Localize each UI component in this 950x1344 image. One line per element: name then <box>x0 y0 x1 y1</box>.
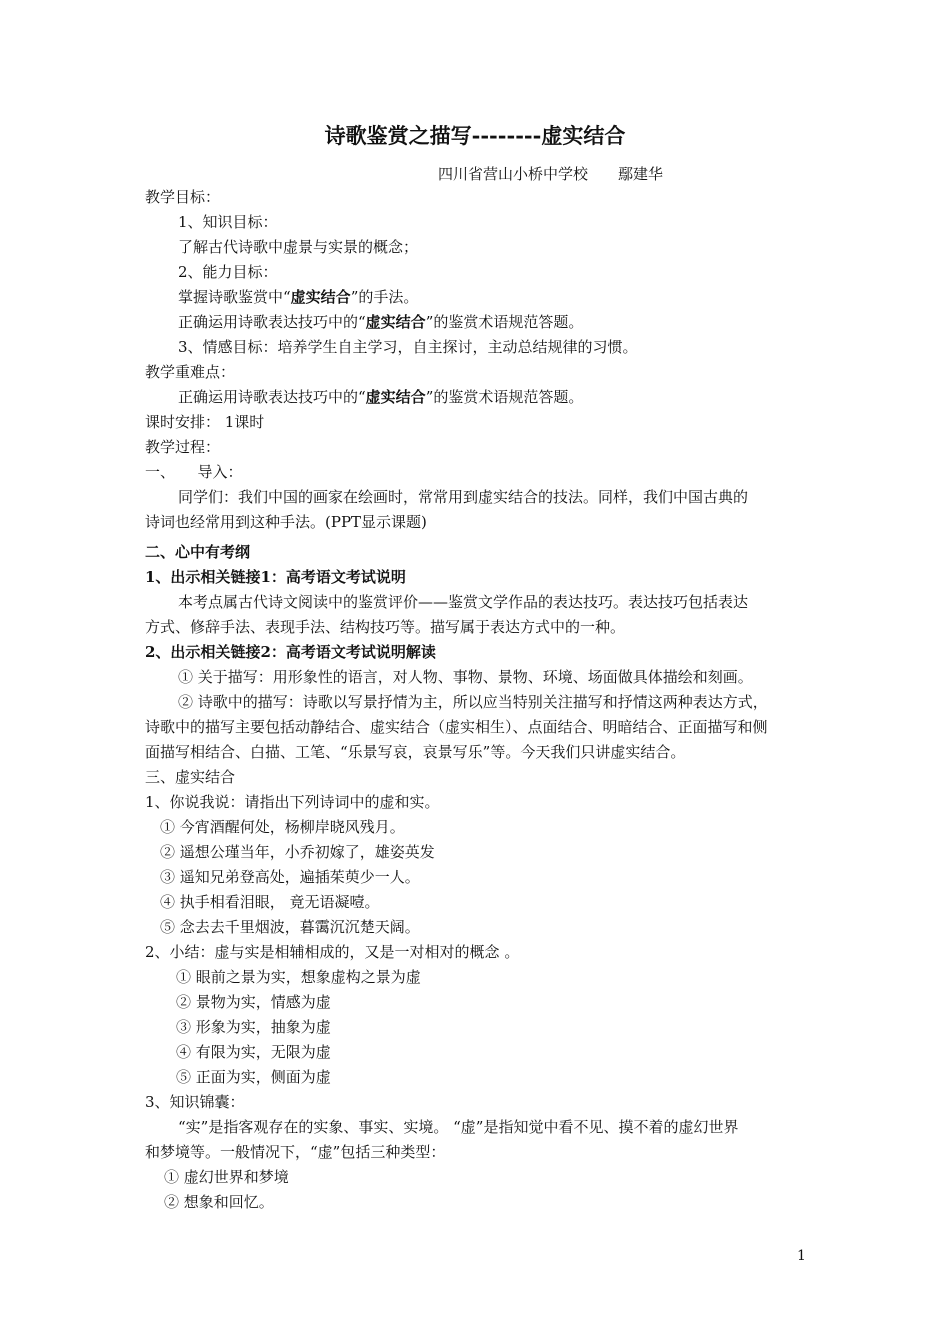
line-process: 教学过程： <box>145 438 221 456</box>
line-poem-1: ① 今宵酒醒何处，杨柳岸晓风残月。 <box>160 818 405 836</box>
line-poem-2: ② 遥想公瑾当年，小乔初嫁了，雄姿英发 <box>160 843 435 861</box>
line-link-2-cont-2: 面描写相结合、白描、工笔、“乐景写哀，哀景写乐”等。今天我们只讲虚实结合。 <box>145 743 686 761</box>
line-knowledge-content: 了解古代诗歌中虚景与实景的概念； <box>178 238 419 256</box>
line-link-2-cont-1: 诗歌中的描写主要包括动静结合、虚实结合（虚实相生）、点面结合、明暗结合、正面描写和侧 <box>145 718 768 736</box>
line-summary-3: ③ 形象为实，抽象为虚 <box>176 1018 331 1036</box>
line-tips-p2: 和梦境等。一般情况下，“虚”包括三种类型： <box>145 1143 446 1161</box>
bold-term: 虚实结合 <box>290 288 351 306</box>
text-segment: ”的手法。 <box>350 288 419 306</box>
line-knowledge-goal: 1、知识目标： <box>178 213 278 231</box>
line-key-points: 教学重难点： <box>145 363 236 381</box>
line-intro-p1: 同学们：我们中国的画家在绘画时，常常用到虚实结合的技法。同样，我们中国古典的 <box>178 488 749 506</box>
line-intro-p2: 诗词也经常用到这种手法。(PPT显示课题) <box>145 513 427 531</box>
line-link-1: 1、出示相关链接1：高考语文考试说明 <box>145 568 406 586</box>
line-teaching-goals: 教学目标： <box>145 188 221 206</box>
line-ability-goal: 2、能力目标： <box>178 263 278 281</box>
line-tips-p1: “实”是指客观存在的实象、事实、实境。 “虚”是指知觉中看不见、摸不着的虚幻世界 <box>178 1118 739 1136</box>
line-summary-1: ① 眼前之景为实，想象虚构之景为虚 <box>176 968 421 986</box>
line-section-intro: 一、 导入： <box>145 463 243 481</box>
line-summary-2: ② 景物为实，情感为虚 <box>176 993 331 1011</box>
line-section-2: 二、心中有考纲 <box>145 543 251 561</box>
line-key-points-content <box>178 387 583 407</box>
line-summary-4: ④ 有限为实，无限为虚 <box>176 1043 331 1061</box>
line-link-2: 2、出示相关链接2：高考语文考试说明解读 <box>145 643 436 661</box>
page-number: 1 <box>797 1248 806 1264</box>
text-segment: ”的鉴赏术语规范答题。 <box>425 313 584 331</box>
line-poem-4: ④ 执手相看泪眼， 竟无语凝噎。 <box>160 893 380 911</box>
line-poem-3: ③ 遥知兄弟登高处，遍插茱萸少一人。 <box>160 868 420 886</box>
line-link-2-item-2: ② 诗歌中的描写：诗歌以写景抒情为主，所以应当特别关注描写和抒情这两种表达方式， <box>178 693 768 711</box>
line-tips-item-2: ② 想象和回忆。 <box>164 1193 274 1211</box>
line-knowledge-tips: 3、知识锦囊： <box>145 1093 245 1111</box>
document-title: 诗歌鉴赏之描写--------虚实结合 <box>324 123 626 148</box>
line-link-2-item-1: ① 关于描写：用形象性的语言，对人物、事物、景物、环境、场面做具体描绘和刻画。 <box>178 668 753 686</box>
bold-term: 虚实结合 <box>365 313 426 331</box>
line-summary-5: ⑤ 正面为实，侧面为虚 <box>176 1068 331 1086</box>
line-link-1-p2: 方式、修辞手法、表现手法、结构技巧等。描写属于表达方式中的一种。 <box>145 618 626 636</box>
text-segment: ”的鉴赏术语规范答题。 <box>425 388 584 406</box>
line-schedule: 课时安排： 1课时 <box>145 413 265 431</box>
line-ability-content-1 <box>178 287 418 307</box>
text-segment: 正确运用诗歌表达技巧中的“ <box>178 313 366 331</box>
text-segment: 掌握诗歌鉴赏中“ <box>178 288 291 306</box>
line-section-3: 三、虚实结合 <box>145 768 236 786</box>
text-segment: 正确运用诗歌表达技巧中的“ <box>178 388 366 406</box>
line-emotion-goal: 3、情感目标：培养学生自主学习，自主探讨，主动总结规律的习惯。 <box>178 338 638 356</box>
line-ability-content-2 <box>178 312 583 332</box>
line-exercise: 1、你说我说：请指出下列诗词中的虚和实。 <box>145 793 440 811</box>
author-line: 四川省营山小桥中学校 鄢建华 <box>438 165 664 183</box>
line-poem-5: ⑤ 念去去千里烟波，暮霭沉沉楚天阔。 <box>160 918 420 936</box>
line-tips-item-1: ① 虚幻世界和梦境 <box>164 1168 289 1186</box>
line-link-1-p1: 本考点属古代诗文阅读中的鉴赏评价——鉴赏文学作品的表达技巧。表达技巧包括表达 <box>178 593 749 611</box>
bold-term: 虚实结合 <box>365 388 426 406</box>
line-summary: 2、小结：虚与实是相辅相成的，又是一对相对的概念 。 <box>145 943 520 961</box>
